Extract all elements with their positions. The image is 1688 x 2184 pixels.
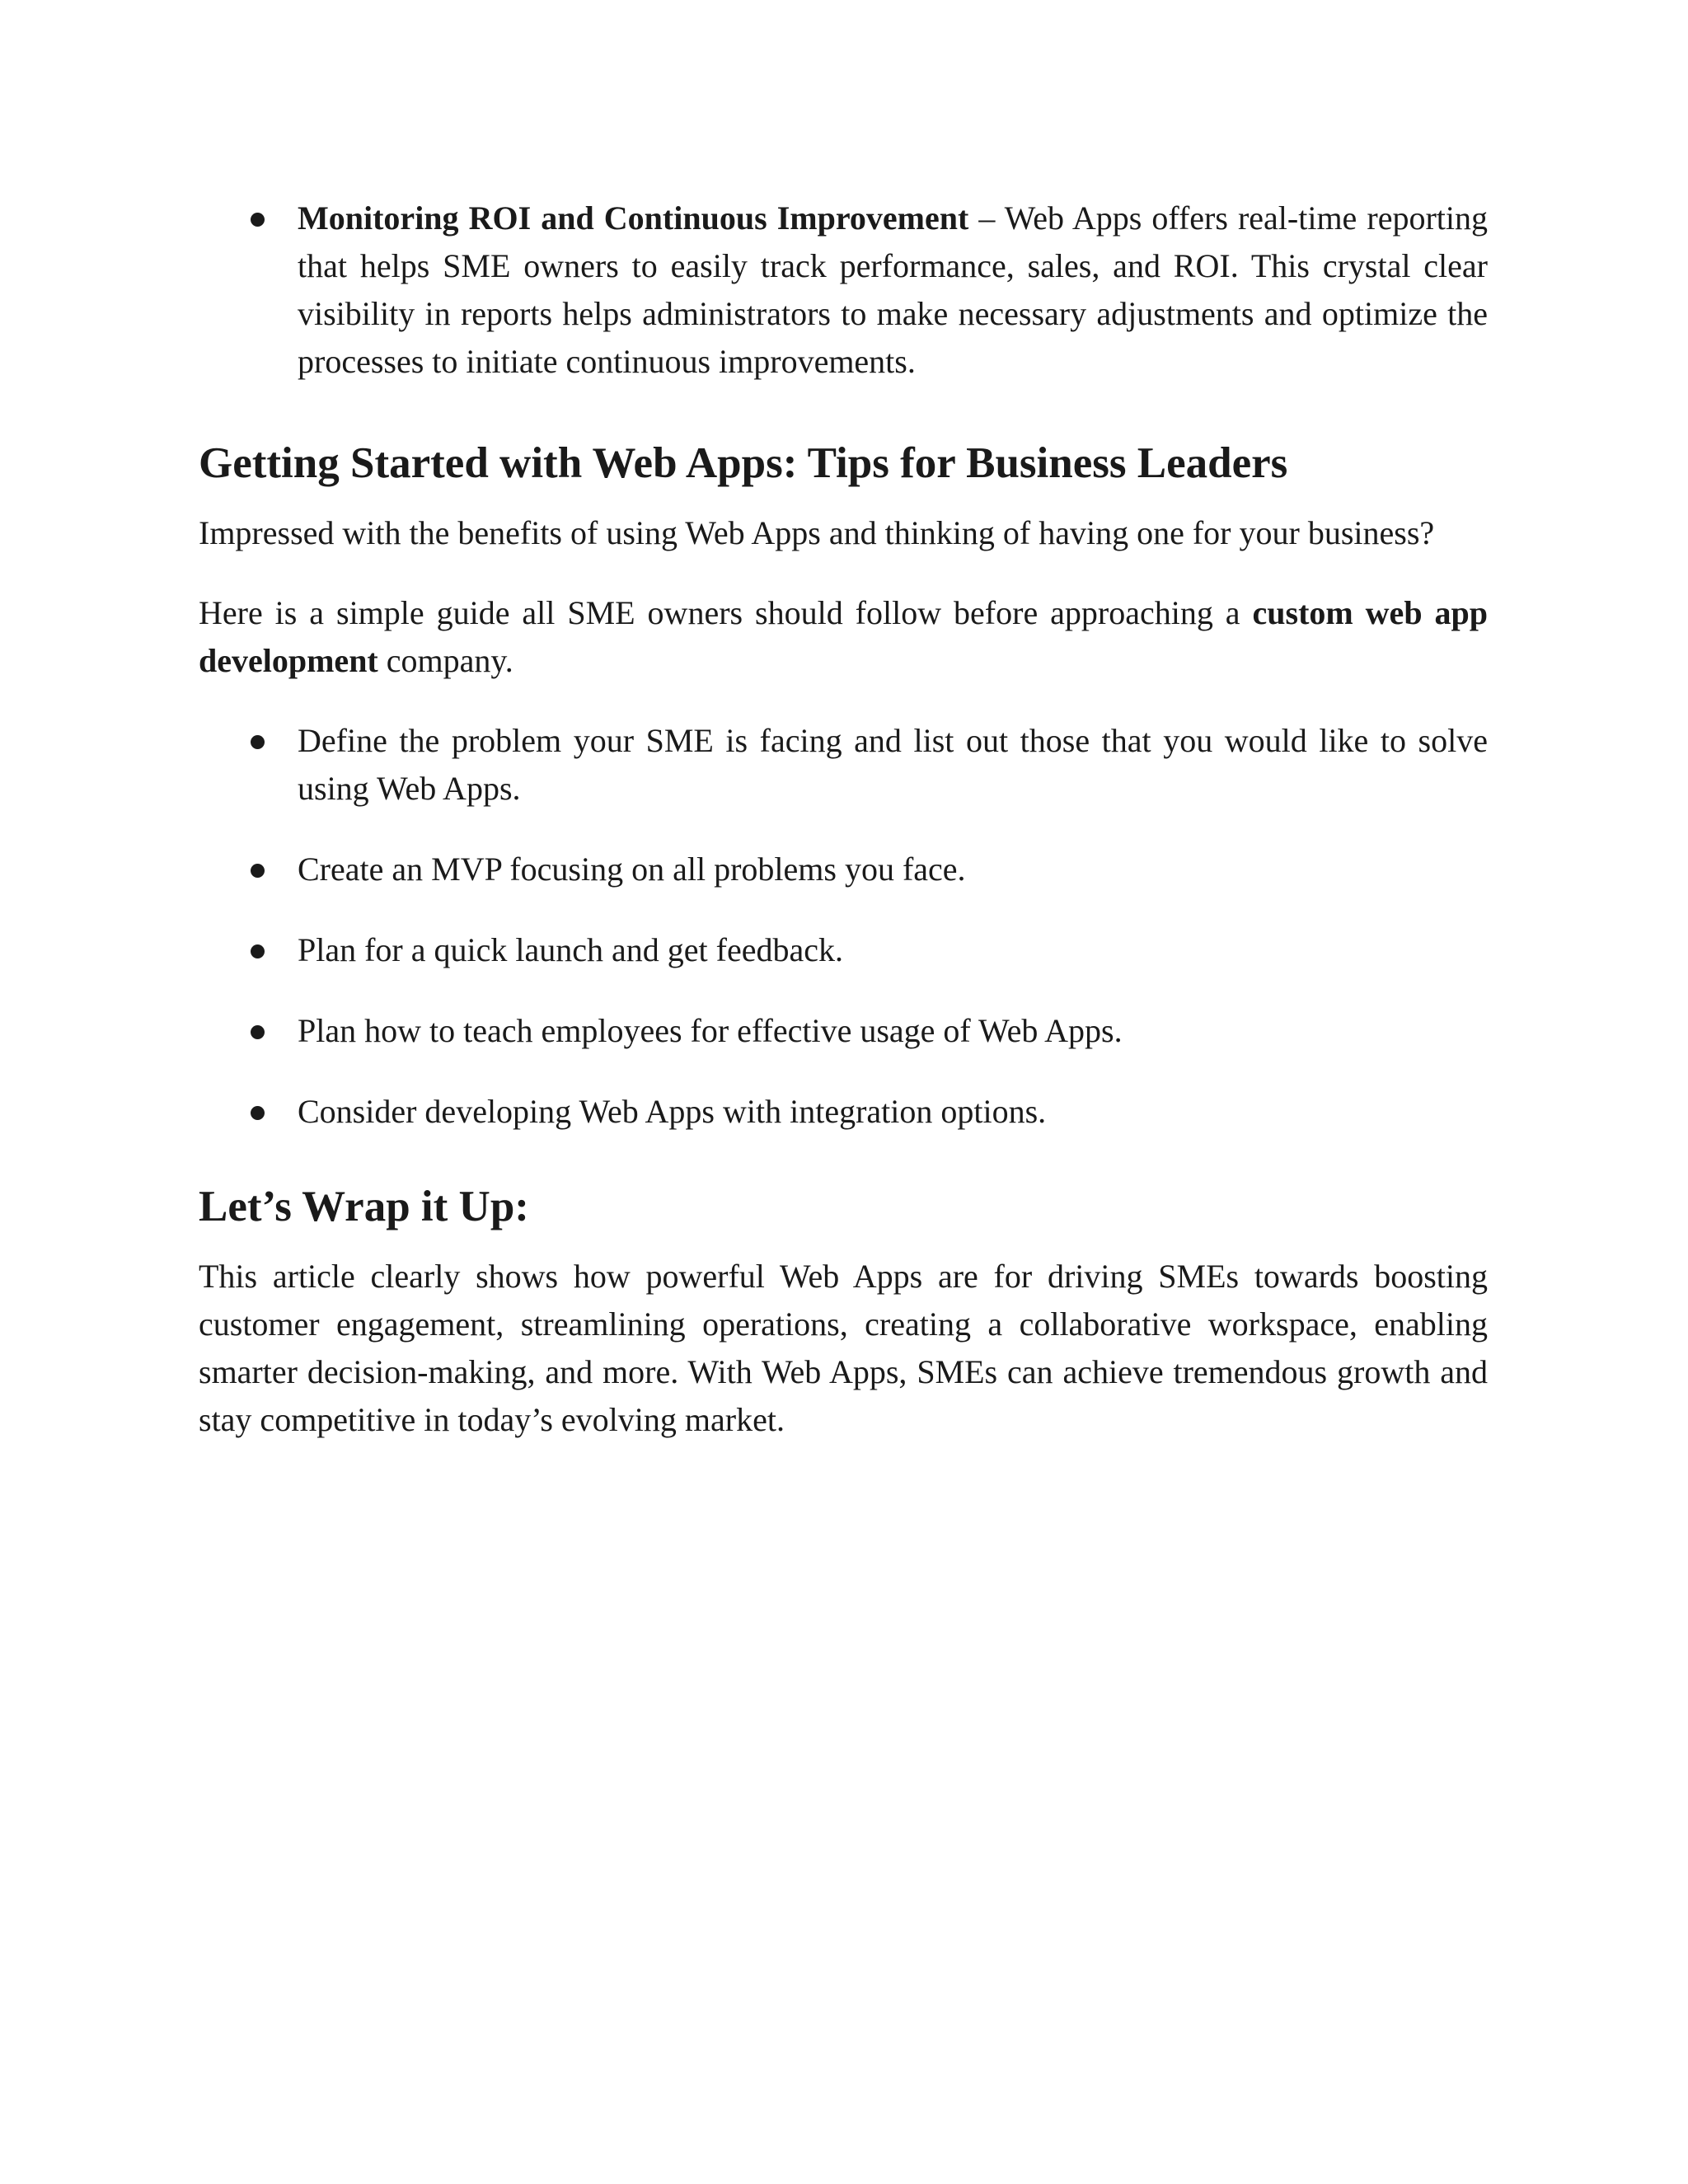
list-item (199, 194, 1488, 386)
tip-text: Create an MVP focusing on all problems you face. (298, 851, 966, 888)
bullet-icon (251, 864, 265, 878)
bullet-icon (251, 1025, 265, 1039)
bullet-icon (251, 944, 265, 958)
list-item (199, 717, 1488, 813)
bullet-icon (251, 213, 265, 227)
section-heading-getting-started: Getting Started with Web Apps: Tips for Business Leaders (199, 439, 1288, 487)
list-item (199, 846, 1488, 893)
guide-prefix: Here is a simple guide all SME owners should follow before approaching a (199, 594, 1253, 631)
tips-list (199, 717, 1488, 1136)
guide-suffix: company. (377, 642, 513, 679)
tip-text: Consider developing Web Apps with integration options. (298, 1093, 1047, 1130)
bullet-title: Monitoring ROI and Continuous Improvement (298, 199, 969, 237)
guide-bold-phrase: custom web app development (199, 594, 1489, 679)
bullet-icon (251, 735, 265, 749)
tip-text: Plan for a quick launch and get feedback. (298, 931, 843, 968)
list-item (199, 926, 1488, 974)
tip-text: Plan how to teach employees for effective usage of Web Apps. (298, 1012, 1123, 1049)
tip-text: Define the problem your SME is facing and list out those that you would like to solve using Web Apps. (298, 722, 1488, 807)
section-heading-wrap-up: Let’s Wrap it Up: (199, 1183, 529, 1230)
list-item (199, 1007, 1488, 1055)
bullet-icon (251, 1106, 265, 1120)
guide-paragraph (199, 589, 1488, 685)
bullet-text: – Web Apps offers real-time reporting that helps SME owners to easily track performance, sales, and ROI. This crystal clear visibility in reports helps administrators to make necessary adjustments and optimize the processes to initiate continuous improvements. (298, 199, 1488, 380)
document-page (199, 194, 1488, 1444)
conclusion-paragraph: This article clearly shows how powerful Web Apps are for driving SMEs towards boosting customer engagement, streamlining operations, creating a collaborative workspace, enabling smarter decision-making, and more. With Web Apps, SMEs can achieve tremendous growth and stay competitive in today’s evolving market. (199, 1258, 1488, 1438)
roi-bullet-list (199, 194, 1488, 386)
list-item (199, 1088, 1488, 1136)
intro-paragraph: Impressed with the benefits of using Web Apps and thinking of having one for your business? (199, 514, 1435, 551)
